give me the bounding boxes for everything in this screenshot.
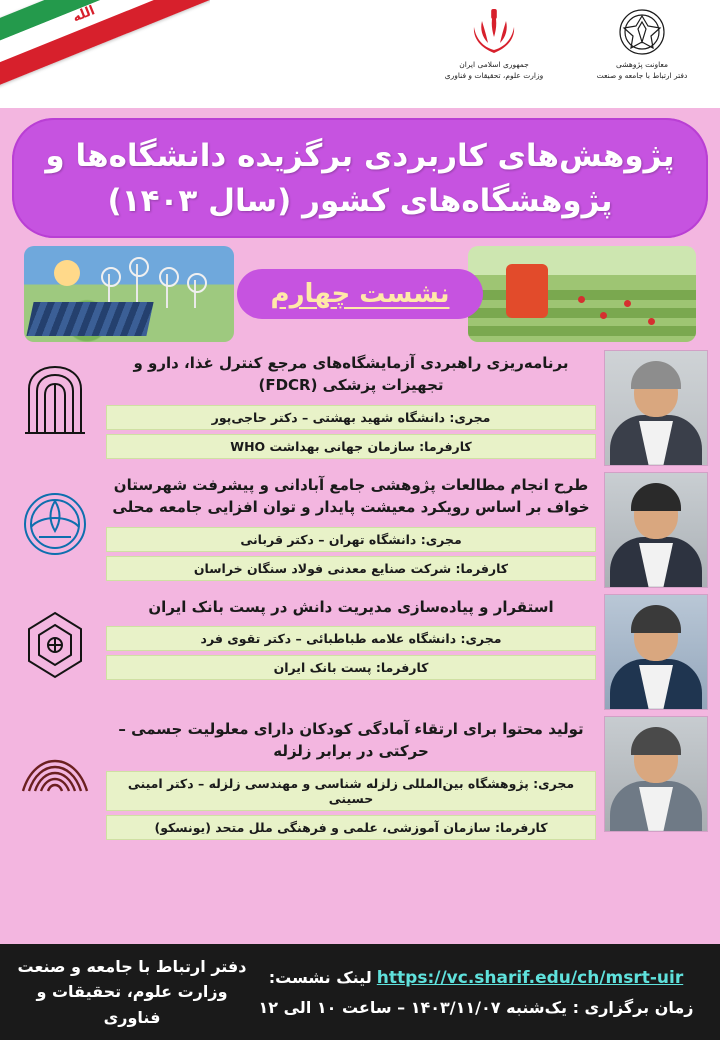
footer-session-info — [248, 968, 704, 1017]
portrait-researcher-1 — [604, 350, 708, 466]
caption-line-1: معاونت پژوهشی — [615, 60, 669, 69]
project-row — [12, 594, 708, 710]
session-link-label: لینک نشست: — [268, 967, 372, 987]
portrait-researcher-4 — [604, 716, 708, 832]
shahid-beheshti-university-logo-icon — [12, 350, 98, 454]
project-row — [12, 716, 708, 840]
page-title: پژوهش‌های کاربردی برگزیده دانشگاه‌ها و پژوهشگاه‌های کشور (سال ۱۴۰۳) — [45, 138, 675, 219]
logo-ministry-deputy-caption — [588, 60, 696, 82]
logo-ministry-deputy — [588, 6, 696, 82]
session-link-row — [248, 968, 704, 988]
session-time: زمان برگزاری : یک‌شنبه ۱۴۰۳/۱۱/۰۷ – ساعت ۱۰ الی ۱۲ — [258, 997, 694, 1017]
project-title: تولید محتوا برای ارتقاء آمادگی کودکان دارای معلولیت جسمی – حرکتی در برابر زلزله — [118, 719, 584, 761]
project-row — [12, 472, 708, 588]
footer-office — [16, 954, 248, 1031]
allameh-tabatabai-university-logo-icon — [12, 594, 98, 698]
project-executor: مجری: دانشگاه تهران – دکتر قربانی — [106, 527, 596, 552]
page-header — [0, 0, 720, 108]
project-title: برنامه‌ریزی راهبردی آزمایشگاه‌های مرجع کنترل غذا، دارو و تجهیزات پزشکی (FDCR) — [133, 353, 569, 395]
university-of-tehran-logo-icon — [12, 472, 98, 576]
project-executor: مجری: دانشگاه علامه طباطبائی – دکتر تقوی فرد — [106, 626, 596, 651]
islamic-republic-emblem-icon — [440, 6, 548, 58]
logo-islamic-republic — [440, 6, 548, 82]
projects-list — [12, 350, 708, 840]
banner-row — [12, 246, 708, 342]
logo-islamic-republic-caption — [440, 60, 548, 82]
iiees-logo-icon — [12, 716, 98, 820]
poster-title-panel — [12, 118, 708, 238]
caption-line-2: دفتر ارتباط با جامعه و صنعت — [596, 70, 688, 80]
project-row — [12, 350, 708, 466]
footer-office-line-2: وزارت علوم، تحقیقات و فناوری — [36, 982, 228, 1027]
project-employer: کارفرما: شرکت صنایع معدنی فولاد سنگان خراسان — [106, 556, 596, 581]
caption-line-1: جمهوری اسلامی ایران — [459, 60, 529, 69]
project-title: استقرار و پیاده‌سازی مدیریت دانش در پست بانک ایران — [148, 597, 554, 616]
ministry-deputy-emblem-icon — [588, 6, 696, 58]
footer-office-line-1: دفتر ارتباط با جامعه و صنعت — [17, 956, 247, 976]
project-title: طرح انجام مطالعات پژوهشی جامع آبادانی و پیشرفت شهرستان خواف بر اساس رویکرد معیشت پایدار و توان افزایی جامعه محلی — [112, 475, 590, 517]
renewable-energy-photo — [24, 246, 234, 342]
project-employer: کارفرما: سازمان جهانی بهداشت WHO — [106, 434, 596, 459]
caption-line-2: وزارت علوم، تحقیقات و فناوری — [444, 70, 544, 80]
portrait-researcher-3 — [604, 594, 708, 710]
project-executor: مجری: پژوهشگاه بین‌المللی زلزله شناسی و مهندسی زلزله – دکتر امینی حسینی — [106, 771, 596, 811]
page-footer — [0, 944, 720, 1040]
project-employer: کارفرما: سازمان آموزشی، علمی و فرهنگی ملل متحد (یونسکو) — [106, 815, 596, 840]
session-badge — [237, 269, 484, 319]
smart-agriculture-photo — [468, 246, 696, 342]
session-link[interactable]: https://vc.sharif.edu/ch/msrt-uir — [376, 967, 684, 988]
project-executor: مجری: دانشگاه شهید بهشتی – دکتر حاجی‌پور — [106, 405, 596, 430]
iran-flag — [0, 0, 210, 108]
project-employer: کارفرما: پست بانک ایران — [106, 655, 596, 680]
header-logos — [440, 6, 696, 82]
flag-emblem-icon: الله — [70, 3, 98, 26]
session-label: نشست چهارم — [270, 278, 450, 309]
portrait-researcher-2 — [604, 472, 708, 588]
